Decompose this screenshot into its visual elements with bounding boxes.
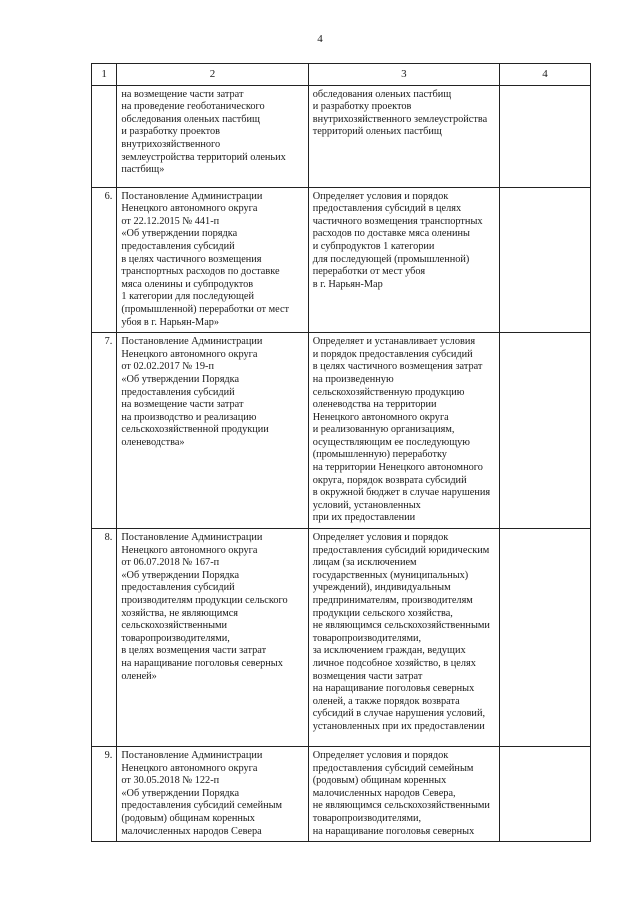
text-line: и порядок предоставления субсидий [312,348,473,360]
row-number: 8. [92,529,117,747]
text-line: учреждений), индивидуальным [312,582,451,594]
text-line: переработки от мест убоя [312,266,426,278]
text-line: государственных (муниципальных) [312,569,469,581]
text-line: транспортных расходов по доставке [121,266,280,278]
text-line: «Об утверждении Порядка [121,373,240,385]
note-cell [500,747,591,842]
text-line: Постановление Администрации [121,750,263,762]
text-line: Определяет условия и порядок [312,750,449,762]
text-line: на территории Ненецкого автономного [312,462,483,474]
text-line: пастбищ» [121,164,165,176]
text-line: за исключением граждан, ведущих [312,645,466,657]
header-row [92,64,591,86]
note-cell [500,333,591,529]
text-line: Определяет условия и порядок [312,190,449,202]
text-line: от 02.02.2017 № 19-п [121,361,214,373]
act-name-cell [117,747,308,842]
text-line: на наращивание поголовья северных [121,657,283,669]
text-line: обследования оленьих пастбищ [312,88,452,100]
note-cell [500,529,591,747]
text-line: «Об утверждении порядка [121,228,238,240]
text-line: товаропроизводителями, [312,813,422,824]
act-description-cell [308,85,499,187]
text-line: и разработку проектов [312,101,412,113]
text-line: (родовым) общинам коренных [121,813,255,824]
text-line: Постановление Администрации [121,532,263,544]
page-number: 4 [317,33,323,45]
act-name-cell [117,85,308,187]
text-line: на возмещение части затрат [121,88,244,100]
text-line: товаропроизводителями, [312,632,422,644]
text-line: расходов по доставке мяса оленины [312,228,470,240]
text-line: (родовым) общинам коренных [312,775,447,787]
text-line: от 22.12.2015 № 441-п [121,215,220,227]
row-number: 6. [92,187,117,333]
act-description-cell [308,333,499,529]
text-line: предоставления субсидий в целях [312,203,462,215]
text-line: Определяет и устанавливает условия [312,336,476,348]
text-line: предпринимателям, производителям [312,595,473,606]
text-line: на произведенную [312,373,394,385]
text-line: предоставления субсидий [121,582,235,594]
text-line: сельскохозяйственной продукции [121,424,269,436]
table-row [92,333,591,529]
text-line: Ненецкого автономного округа [312,411,449,423]
text-line: Постановление Администрации [121,336,263,348]
text-line: Ненецкого автономного округа [121,762,258,774]
text-line: убоя в г. Нарьян-Мар» [121,316,220,328]
text-line: от 30.05.2018 № 122-п [121,775,220,787]
text-line: и реализованную организациям, [312,424,455,436]
text-line: (промышленную) переработку [312,449,447,461]
text-line: Постановление Администрации [121,190,263,202]
text-line: «Об утверждении Порядка [121,569,240,581]
text-line: «Об утверждении Порядка [121,787,240,799]
text-line: предоставления субсидий [121,386,235,398]
text-line: возмещения части затрат [312,670,423,682]
text-line: предоставления субсидий юридическим [312,544,490,556]
text-line: хозяйства, не являющимся [121,607,239,619]
text-line: на наращивание поголовья северных [312,683,475,695]
text-line: Ненецкого автономного округа [121,203,258,215]
text-line: продукции сельского хозяйства, [312,607,453,619]
text-line: Ненецкого автономного округа [121,544,258,556]
text-line: округа, порядок возврата субсидий [312,474,467,486]
acts-table [91,63,591,842]
text-line: оленей, а также порядок возврата [312,695,460,707]
text-line: Определяет условия и порядок [312,532,449,544]
text-line: не являющимся сельскохозяйственными [312,800,490,812]
text-line: в целях возмещения части затрат [121,645,267,657]
text-line: предоставления субсидий семейным [121,800,283,812]
note-cell [500,85,591,187]
text-line: оленеводства» [121,436,185,448]
text-line: малочисленных народов Севера, [312,787,456,799]
text-line: сельскохозяйственными [121,620,228,632]
text-line: частичного возмещения транспортных [312,215,483,227]
text-line: малочисленных народов Севера [121,825,262,837]
text-line: установленных при их предоставлении [312,720,485,732]
table-row [92,529,591,747]
act-name-cell [117,187,308,333]
text-line: внутрихозяйственного землеустройства [312,113,488,125]
act-name-cell [117,529,308,747]
act-description-cell [308,529,499,747]
text-line: личное подсобное хозяйство, в целях [312,657,476,669]
header-col-2: 2 [117,64,308,86]
act-description-cell [308,747,499,842]
text-line: на наращивание поголовья северных [312,825,475,837]
act-name-cell [117,333,308,529]
text-line: Ненецкого автономного округа [121,348,258,360]
text-line: мяса оленины и субпродуктов [121,278,254,290]
text-line: внутрихозяйственного [121,138,221,150]
text-line: в окружной бюджет в случае нарушения [312,487,491,499]
text-line: от 06.07.2018 № 167-п [121,557,220,569]
text-line: лицам (за исключением [312,557,417,569]
text-line: осуществляющим ее последующую [312,436,470,448]
table-row [92,747,591,842]
text-line: землеустройства территорий оленьих [121,151,286,163]
text-line: на проведение геоботанического [121,101,265,113]
text-line: оленеводства на территории [312,399,437,411]
text-line: условий, установленных [312,499,421,511]
text-line: при их предоставлении [312,512,416,524]
header-col-4: 4 [500,64,591,86]
table-row [92,187,591,333]
text-line: и субпродуктов 1 категории [312,240,435,252]
text-line: на возмещение части затрат [121,399,244,411]
text-line: предоставления субсидий [121,240,235,252]
text-line: (промышленной) переработки от мест [121,303,290,315]
text-line: не являющимся сельскохозяйственными [312,620,490,632]
text-line: в г. Нарьян-Мар [312,278,383,290]
text-line: товаропроизводителями, [121,632,230,644]
row-number: 9. [92,747,117,842]
row-number: 7. [92,333,117,529]
text-line: сельскохозяйственную продукцию [312,386,465,398]
text-line: территорий оленьих пастбищ [312,126,442,138]
text-line: на производство и реализацию [121,411,257,423]
act-description-cell [308,187,499,333]
header-col-1: 1 [92,64,117,86]
header-col-3: 3 [308,64,499,86]
row-number [92,85,117,187]
text-line: оленей» [121,670,157,682]
table-row [92,85,591,187]
text-line: производителям продукции сельского [121,595,288,606]
note-cell [500,187,591,333]
text-line: для последующей (промышленной) [312,253,470,265]
text-line: в целях частичного возмещения [121,253,262,265]
text-line: в целях частичного возмещения затрат [312,361,483,373]
text-line: предоставления субсидий семейным [312,762,474,774]
text-line: 1 категории для последующей [121,291,254,303]
text-line: обследования оленьих пастбищ [121,113,260,125]
text-line: и разработку проектов [121,126,221,138]
text-line: субсидий в случае нарушения условий, [312,708,486,720]
